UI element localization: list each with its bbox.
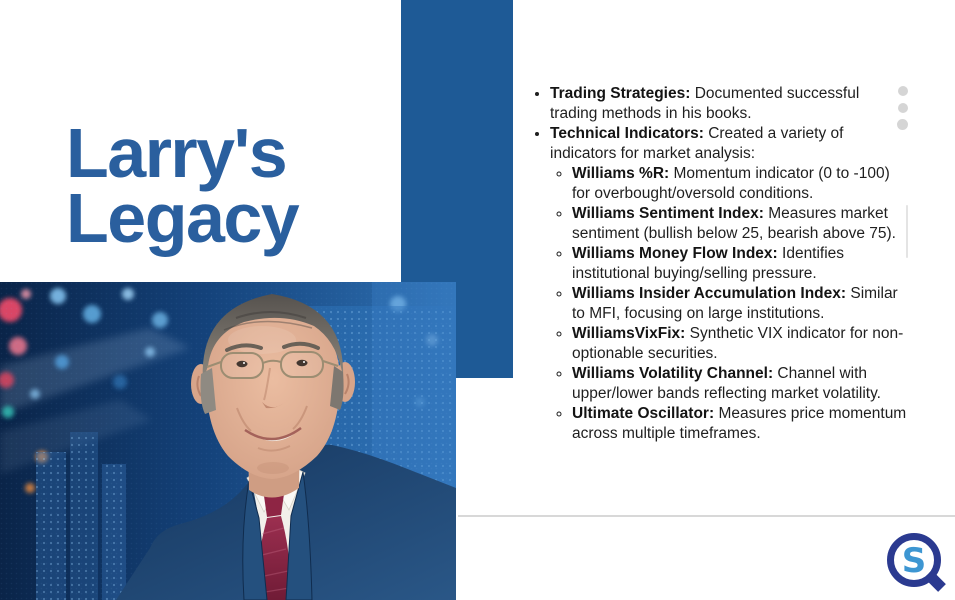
bullet-content [534, 84, 910, 444]
slide-nav-dot[interactable] [897, 119, 908, 130]
item-text: Similar to MFI, focusing on large institutions. [572, 285, 898, 322]
item-text: Measures market sentiment (bullish below 25, bearish above 75). [572, 205, 896, 242]
list-item [572, 204, 910, 244]
item-label: Ultimate Oscillator: [572, 405, 715, 422]
list-item [550, 124, 910, 444]
sub-bullet-list [550, 164, 910, 444]
list-item [572, 404, 910, 444]
list-item [572, 164, 910, 204]
item-label: Williams Insider Accumulation Index: [572, 285, 847, 302]
portrait-image [0, 282, 456, 600]
item-label: Williams Sentiment Index: [572, 205, 764, 222]
item-label: Technical Indicators: [550, 125, 704, 142]
item-text: Synthetic VIX indicator for non-optionable securities. [572, 325, 904, 362]
item-label: WilliamsVixFix: [572, 325, 686, 342]
item-label: Williams Volatility Channel: [572, 365, 774, 382]
portrait-photo [0, 282, 456, 600]
item-text: Identifies institutional buying/selling pressure. [572, 245, 845, 282]
logo-monogram: S [901, 541, 927, 581]
item-label: Williams Money Flow Index: [572, 245, 778, 262]
item-text: Channel with upper/lower bands reflecting market volatility. [572, 365, 881, 402]
q-s-logo [883, 529, 951, 599]
item-text: Created a variety of indicators for market analysis: [550, 125, 844, 162]
item-label: Trading Strategies: [550, 85, 691, 102]
list-item [572, 364, 910, 404]
list-item [572, 244, 910, 284]
list-item [572, 324, 910, 364]
item-text: Documented successful trading methods in his books. [550, 85, 860, 122]
footer-divider [458, 515, 955, 517]
item-text: Momentum indicator (0 to -100) for overbought/oversold conditions. [572, 165, 890, 202]
slide-nav-dot[interactable] [898, 103, 908, 113]
page-title: Larry's Legacy [66, 113, 299, 257]
q-s-logo-image [883, 529, 951, 599]
bullet-list [534, 84, 910, 444]
item-label: Williams %R: [572, 165, 670, 182]
list-item [572, 284, 910, 324]
list-item [550, 84, 910, 124]
slide-nav-dot[interactable] [898, 86, 908, 96]
scroll-indicator-line [906, 205, 908, 258]
item-text: Measures price momentum across multiple timeframes. [572, 405, 907, 442]
